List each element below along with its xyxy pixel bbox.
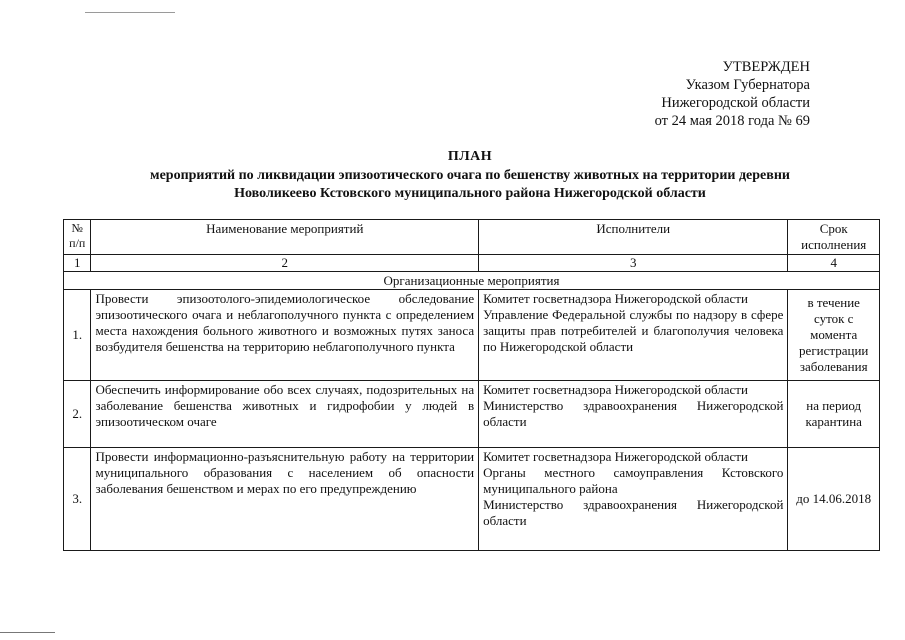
title-heading: ПЛАН [447,149,493,164]
header-term-a: Срок [819,221,848,236]
row-number: 3. [64,448,91,551]
row-executors [479,381,788,448]
table-header-row [64,220,880,255]
row-number: 1. [64,290,91,381]
document-title [60,148,880,204]
table-row [64,290,880,381]
index-cell: 4 [788,255,880,272]
table-row [64,448,880,551]
scan-artifact-bottom [0,632,55,633]
header-exec: Исполнители [479,220,788,255]
executor: Комитет госветнадзора Нижегородской области [483,291,748,306]
approval-line-4: от 24 мая 2018 года № 69 [654,113,810,129]
table-index-row [64,255,880,272]
index-cell: 1 [64,255,91,272]
header-num [64,220,91,255]
row-executors [479,290,788,381]
header-term [788,220,880,255]
approval-line-3: Нижегородской области [661,95,810,111]
executor: Комитет госветнадзора Нижегородской области [483,382,748,397]
executor: Министерство здравоохранения Нижегородской области [483,497,784,528]
approval-line-1: УТВЕРЖДЕН [722,59,810,75]
index-cell: 2 [91,255,479,272]
row-executors [479,448,788,551]
executor: Комитет госветнадзора Нижегородской области [483,449,748,464]
header-num-b: п/п [69,236,86,250]
approval-line-2: Указом Губернатора [685,77,810,93]
executor: Министерство здравоохранения Нижегородской области [483,398,784,429]
header-num-a: № [71,221,83,235]
row-deadline: в течение суток с момента регистрации заболевания [788,290,880,381]
scan-artifact-top [85,12,175,13]
approval-stamp [560,58,810,130]
table-row [64,381,880,448]
executor: Управление Федеральной службы по надзору в сфере защиты прав потребителей и благополучия человека по Нижегородской области [483,307,784,354]
row-activity: Обеспечить информирование обо всех случаях, подозрительных на заболевание бешенства животных и гидрофобии у людей в эпизоотическом очаге [91,381,479,448]
row-activity: Провести эпизоотолого-эпидемиологическое обследование эпизоотического очага и неблагополучного пункта с определением места нахождения больного животного и возможных путях заноса возбудителя бешенства на территорию неблагополучного пункта [91,290,479,381]
row-number: 2. [64,381,91,448]
plan-table [63,219,880,551]
row-deadline: до 14.06.2018 [788,448,880,551]
table-section-row [64,272,880,290]
title-line-1: мероприятий по ликвидации эпизоотического очага по бешенству животных на территории деревни [150,167,790,183]
index-cell: 3 [479,255,788,272]
header-name: Наименование мероприятий [91,220,479,255]
header-term-b: исполнения [801,237,867,252]
title-line-2: Новоликеево Кстовского муниципального района Нижегородской области [234,186,706,201]
row-deadline: на период карантина [788,381,880,448]
section-title: Организационные мероприятия [64,272,880,290]
row-activity: Провести информационно-разъяснительную работу на территории муниципального образования с населением об опасности заболевания бешенством и мерах по его предупреждению [91,448,479,551]
executor: Органы местного самоуправления Кстовского муниципального района [483,465,784,496]
